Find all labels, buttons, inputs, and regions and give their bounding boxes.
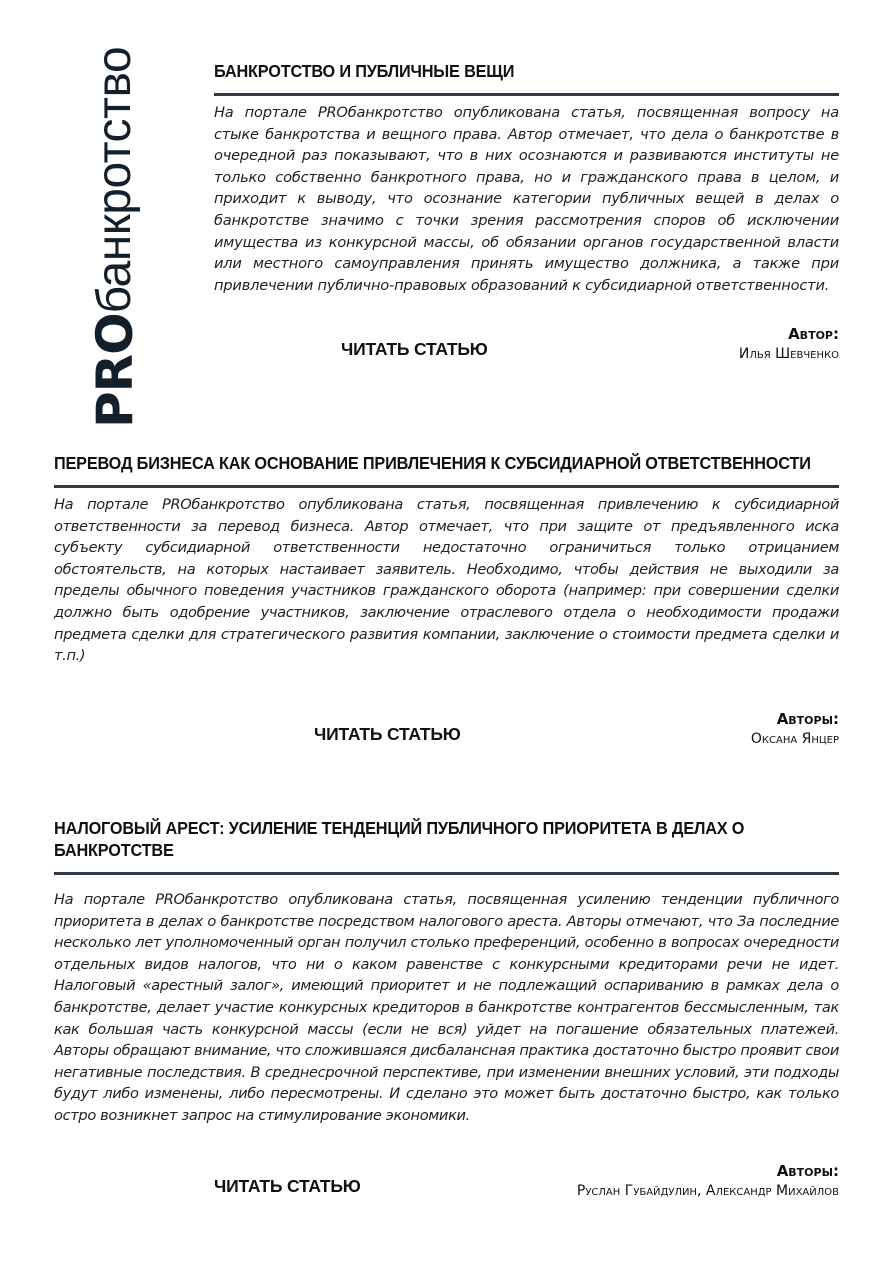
article-tax-arrest	[54, 817, 839, 1211]
article-title: НАЛОГОВЫЙ АРЕСТ: УСИЛЕНИЕ ТЕНДЕНЦИЙ ПУБЛИЧНОГО ПРИОРИТЕТА В ДЕЛАХ О БАНКРОТСТВЕ	[54, 818, 745, 860]
logo-pro-text: PRO	[86, 313, 144, 428]
article-authors	[739, 324, 839, 364]
article-footer	[54, 1161, 839, 1211]
article-business-transfer	[54, 452, 839, 759]
article-public-things	[214, 60, 839, 374]
probankrotstvo-logo	[80, 48, 150, 428]
article-title: БАНКРОТСТВО И ПУБЛИЧНЫЕ ВЕЩИ	[214, 61, 515, 81]
article-authors	[577, 1161, 839, 1201]
article-footer	[54, 709, 839, 759]
article-summary: На портале PROбанкротство опубликована статья, посвященная вопросу на стыке банкротства и вещного права. Автор отмечает, что дела о банкротстве в очередной раз показывают, что в них осознаются и развиваются институты не только собственно банкротного права, но и гражданского права в целом, и приходит к выводу, что осознание категории публичных вещей в делах о банкротстве значимо с точки зрения рассмотрения споров об исключении имущества из конкурсной массы, об обязании органов государственной власти или местного самоуправления принять имущество должника, а также при привлечении публично-правовых образований к субсидиарной ответственности.	[214, 104, 839, 294]
title-divider	[54, 485, 839, 488]
read-article-link[interactable]: ЧИТАТЬ СТАТЬЮ	[341, 339, 488, 360]
authors-names: Илья Шевченко	[738, 346, 839, 363]
title-divider	[54, 872, 839, 875]
authors-label: Авторы:	[776, 1161, 839, 1180]
authors-label: Авторы:	[776, 709, 839, 728]
authors-names: Руслан Губайдулин, Александр Михайлов	[576, 1182, 839, 1199]
logo-bankrotstvo-text: банкротство	[88, 46, 141, 314]
article-summary: На портале PROбанкротство опубликована статья, посвященная усилению тенденции публичного приоритета в делах о банкротстве посредством налогового ареста. Авторы отмечают, что За последние несколько лет уполномоченный орган получил столько преференций, особенно в вопросах очередности отдельных видов налогов, что ни о каком равенстве с конкурсными кредиторами речи не идет. Налоговый «арестный залог», имеющий приоритет и не подлежащий оспариванию в рамках дела о банкротстве, делает участие конкурсных кредиторов в банкротстве контрагентов бессмысленным, так как большая часть конкурсной массы (если не вся) уйдет на погашение обязательных платежей. Авторы обращают внимание, что сложившаяся дисбалансная практика достаточно быстро проявит свои негативные последствия. В среднесрочной перспективе, при изменении внешних условий, эти подходы будут либо изменены, либо пересмотрены. И сделано это может быть достаточно быстро, как только остро возникнет запрос на стимулирование экономики.	[54, 891, 839, 1124]
read-article-link[interactable]: ЧИТАТЬ СТАТЬЮ	[314, 723, 461, 744]
article-footer	[214, 324, 839, 374]
article-title: ПЕРЕВОД БИЗНЕСА КАК ОСНОВАНИЕ ПРИВЛЕЧЕНИЯ К СУБСИДИАРНОЙ ОТВЕТСТВЕННОСТИ	[54, 453, 811, 473]
authors-label: Автор:	[788, 325, 839, 344]
title-divider	[214, 93, 839, 96]
read-article-link[interactable]: ЧИТАТЬ СТАТЬЮ	[214, 1175, 361, 1196]
authors-names: Оксана Янцер	[750, 730, 839, 747]
article-authors	[751, 709, 839, 749]
article-summary: На портале PROбанкротство опубликована статья, посвященная привлечению к субсидиарной ответственности за перевод бизнеса. Автор отмечает, что при защите от предъявленного иска субъекту субсидиарной ответственности недостаточно ограничиться только отрицанием обстоятельств, на которых настаивает заявитель. Необходимо, чтобы действия не выходили за пределы обычного поведения участников гражданского оборота (например: при совершении сделки должно быть одобрение участников, заключение отраслевого отдела о необходимости продажи предмета сделки для стратегического развития компании, заключение о стоимости предмета сделки и т.п.)	[54, 496, 839, 665]
